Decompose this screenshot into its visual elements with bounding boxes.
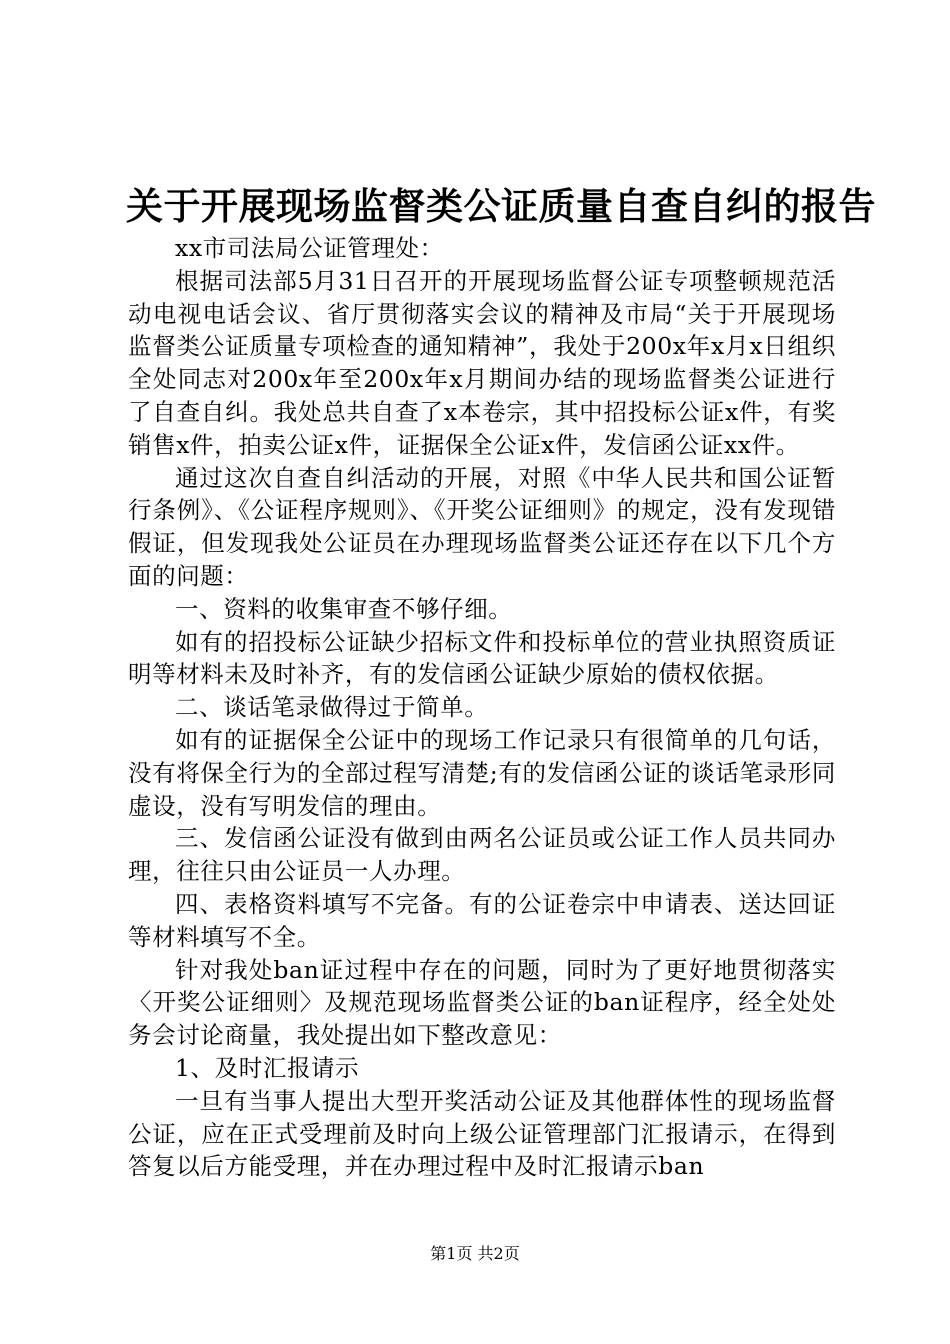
paragraph: 三、发信函公证没有做到由两名公证员或公证工作人员共同办理，往往只由公证员一人办理。 [128,824,836,886]
page-number-footer: 第1页 共2页 [430,1244,520,1263]
paragraph: 四、表格资料填写不完备。有的公证卷宗中申请表、送达回证等材料填写不全。 [128,889,836,951]
paragraph: 针对我处ban证过程中存在的问题，同时为了更好地贯彻落实〈开奖公证细则〉及规范现场监督类公证的ban证程序，经全处处务会讨论商量，我处提出如下整改意见： [128,955,836,1050]
paragraph: 一旦有当事人提出大型开奖活动公证及其他群体性的现场监督公证，应在正式受理前及时向上级公证管理部门汇报请示，在得到答复以后方能受理，并在办理过程中及时汇报请示ban [128,1086,836,1181]
section-heading: 1、及时汇报请示 [175,1053,360,1082]
paragraph: 如有的证据保全公证中的现场工作记录只有很简单的几句话，没有将保全行为的全部过程写清楚;有的发信函公证的谈话笔录形同虚设，没有写明发信的理由。 [128,725,836,820]
paragraph: 根据司法部5月31日召开的开展现场监督公证专项整顿规范活动电视电话会议、省厅贯彻落实会议的精神及市局“关于开展现场监督类公证质量专项检查的通知精神”，我处于200x年x月x日组织全处同志对200x年至200x年x月期间办结的现场监督类公证进行了自查自纠。我处总共自查了x本卷宗，其中招投标公证x件，有奖销售x件，拍卖公证x件，证据保全公证x件，发信函公证xx件。 [128,266,836,459]
paragraph-addressee: xx市司法局公证管理处： [175,234,444,262]
document-title: 关于开展现场监督类公证质量自查自纠的报告 [126,185,876,228]
paragraph: 通过这次自查自纠活动的开展，对照《中华人民共和国公证暂行条例》、《公证程序规则》、《开奖公证细则》的规定，没有发现错假证，但发现我处公证员在办理现场监督类公证还存在以下几个方面的问题： [128,463,836,590]
section-heading: 一、资料的收集审查不够仔细。 [175,594,513,623]
paragraph: 如有的招投标公证缺少招标文件和投标单位的营业执照资质证明等材料未及时补齐，有的发信函公证缺少原始的债权依据。 [128,627,836,689]
section-heading: 二、谈话笔录做得过于简单。 [175,693,489,722]
document-body [128,232,836,1183]
